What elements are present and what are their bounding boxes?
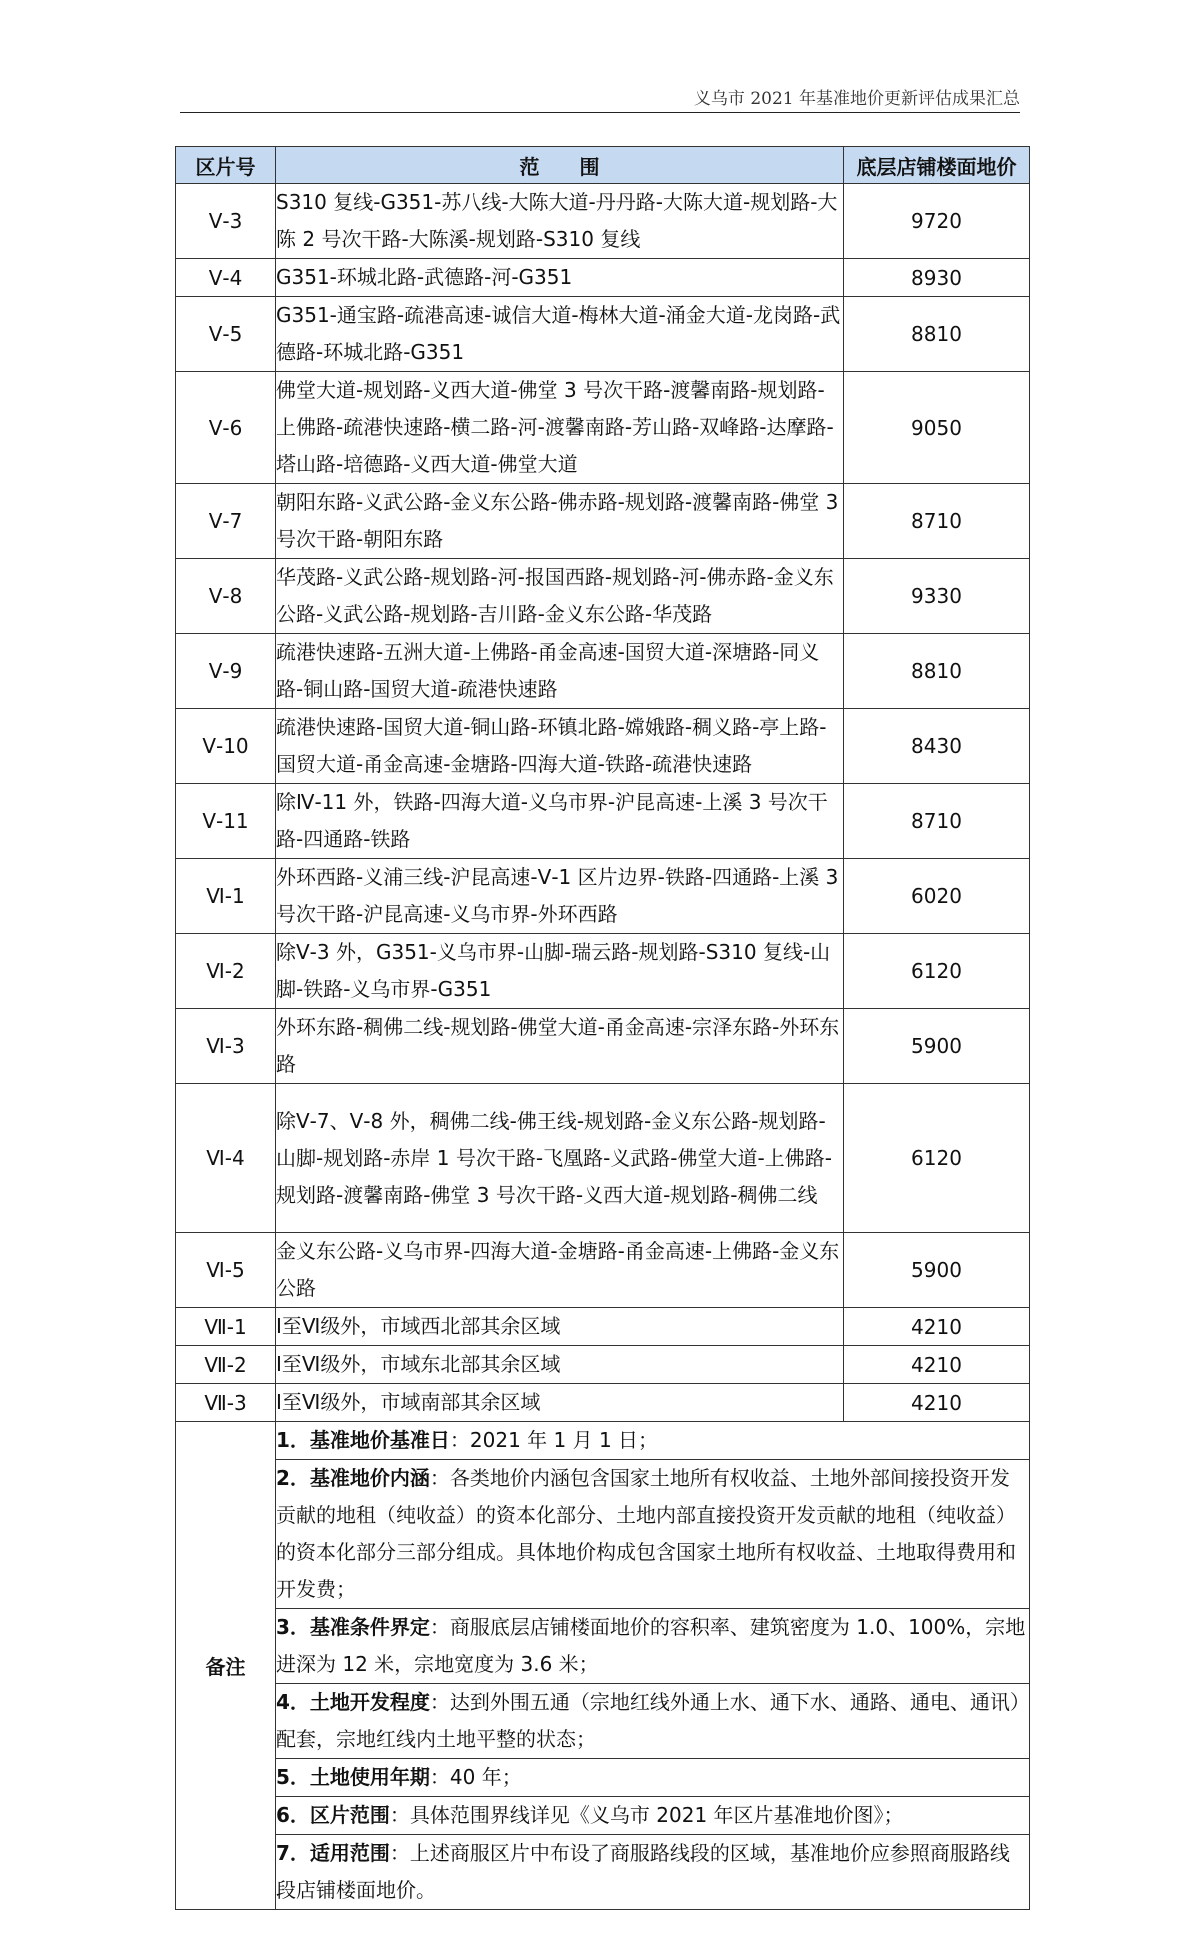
cell-price: 4210 (844, 1346, 1030, 1384)
cell-code: Ⅴ-11 (176, 784, 276, 859)
table-row (176, 1346, 1030, 1384)
cell-price: 6120 (844, 934, 1030, 1009)
table-row (176, 297, 1030, 372)
table-row (176, 1308, 1030, 1346)
cell-price: 8710 (844, 484, 1030, 559)
cell-code: Ⅴ-4 (176, 259, 276, 297)
table-row (176, 1233, 1030, 1308)
note-title: 6．区片范围 (276, 1803, 390, 1827)
note-row (176, 1835, 1030, 1910)
page-header (180, 78, 1020, 113)
cell-price: 4210 (844, 1384, 1030, 1422)
cell-range: 疏港快速路-五洲大道-上佛路-甬金高速-国贸大道-深塘路-同义路-铜山路-国贸大道-疏港快速路 (276, 634, 844, 709)
cell-price: 5900 (844, 1233, 1030, 1308)
cell-code: Ⅴ-6 (176, 372, 276, 484)
cell-range: 外环西路-义浦三线-沪昆高速-Ⅴ-1 区片边界-铁路-四通路-上溪 3 号次干路-沪昆高速-义乌市界-外环西路 (276, 859, 844, 934)
note-item (276, 1797, 1030, 1835)
cell-code: Ⅵ-3 (176, 1009, 276, 1084)
cell-range: 疏港快速路-国贸大道-铜山路-环镇北路-嫦娥路-稠义路-亭上路-国贸大道-甬金高速-金塘路-四海大道-铁路-疏港快速路 (276, 709, 844, 784)
cell-code: Ⅴ-8 (176, 559, 276, 634)
cell-code: Ⅴ-9 (176, 634, 276, 709)
note-row (176, 1797, 1030, 1835)
note-text: ：商服底层店铺楼面地价的容积率、建筑密度为 1.0、100%，宗地进深为 12 米，宗地宽度为 3.6 米； (276, 1615, 1026, 1676)
cell-price: 9330 (844, 559, 1030, 634)
cell-range: 华茂路-义武公路-规划路-河-报国西路-规划路-河-佛赤路-金义东公路-义武公路-规划路-吉川路-金义东公路-华茂路 (276, 559, 844, 634)
note-item (276, 1460, 1030, 1609)
table-row (176, 559, 1030, 634)
note-item (276, 1609, 1030, 1684)
cell-range: Ⅰ至Ⅵ级外，市域西北部其余区域 (276, 1308, 844, 1346)
cell-range: G351-环城北路-武德路-河-G351 (276, 259, 844, 297)
land-price-table (175, 146, 1030, 1910)
cell-code: Ⅵ-1 (176, 859, 276, 934)
note-item (276, 1759, 1030, 1797)
cell-price: 8430 (844, 709, 1030, 784)
cell-code: Ⅶ-1 (176, 1308, 276, 1346)
cell-code: Ⅴ-10 (176, 709, 276, 784)
cell-code: Ⅴ-3 (176, 184, 276, 259)
table-header-row (176, 147, 1030, 184)
note-item (276, 1684, 1030, 1759)
cell-price: 6120 (844, 1084, 1030, 1233)
cell-price: 8930 (844, 259, 1030, 297)
table-row (176, 1009, 1030, 1084)
cell-price: 4210 (844, 1308, 1030, 1346)
header-text: 义乌市 2021 年基准地价更新评估成果汇总 (693, 89, 1020, 109)
note-row (176, 1609, 1030, 1684)
note-title: 3．基准条件界定 (276, 1615, 430, 1639)
cell-range: 除Ⅴ-7、Ⅴ-8 外，稠佛二线-佛王线-规划路-金义东公路-规划路-山脚-规划路-赤岸 1 号次干路-飞凰路-义武路-佛堂大道-上佛路-规划路-渡馨南路-佛堂 3 号次干路-义西大道-规划路-稠佛二线 (276, 1084, 844, 1233)
note-text: ：40 年； (429, 1765, 522, 1789)
cell-code: Ⅵ-4 (176, 1084, 276, 1233)
table-row (176, 484, 1030, 559)
note-row (176, 1422, 1030, 1460)
note-row (176, 1759, 1030, 1797)
note-row (176, 1684, 1030, 1759)
cell-range: 佛堂大道-规划路-义西大道-佛堂 3 号次干路-渡馨南路-规划路-上佛路-疏港快速路-横二路-河-渡馨南路-芳山路-双峰路-达摩路-塔山路-培德路-义西大道-佛堂大道 (276, 372, 844, 484)
table-row (176, 259, 1030, 297)
header-code: 区片号 (176, 147, 276, 184)
note-text: ：2021 年 1 月 1 日； (449, 1428, 659, 1452)
table-row (176, 184, 1030, 259)
table-row (176, 784, 1030, 859)
cell-range: 朝阳东路-义武公路-金义东公路-佛赤路-规划路-渡馨南路-佛堂 3 号次干路-朝阳东路 (276, 484, 844, 559)
note-row (176, 1460, 1030, 1609)
cell-price: 5900 (844, 1009, 1030, 1084)
table-row (176, 709, 1030, 784)
cell-range: Ⅰ至Ⅵ级外，市域南部其余区域 (276, 1384, 844, 1422)
table-row (176, 859, 1030, 934)
cell-range: Ⅰ至Ⅵ级外，市域东北部其余区域 (276, 1346, 844, 1384)
note-text: ：上述商服区片中布设了商服路线段的区域，基准地价应参照商服路线段店铺楼面地价。 (276, 1841, 1010, 1902)
cell-price: 8810 (844, 297, 1030, 372)
header-price: 底层店铺楼面地价 (844, 147, 1030, 184)
cell-range: 外环东路-稠佛二线-规划路-佛堂大道-甬金高速-宗泽东路-外环东路 (276, 1009, 844, 1084)
cell-range: 金义东公路-义乌市界-四海大道-金塘路-甬金高速-上佛路-金义东公路 (276, 1233, 844, 1308)
note-title: 5．土地使用年期 (276, 1765, 430, 1789)
cell-price: 8810 (844, 634, 1030, 709)
table-row (176, 1384, 1030, 1422)
note-title: 4．土地开发程度 (276, 1690, 430, 1714)
cell-range: 除Ⅳ-11 外，铁路-四海大道-义乌市界-沪昆高速-上溪 3 号次干路-四通路-铁路 (276, 784, 844, 859)
cell-range: 除Ⅴ-3 外，G351-义乌市界-山脚-瑞云路-规划路-S310 复线-山脚-铁路-义乌市界-G351 (276, 934, 844, 1009)
cell-price: 9050 (844, 372, 1030, 484)
cell-range: S310 复线-G351-苏八线-大陈大道-丹丹路-大陈大道-规划路-大陈 2 号次干路-大陈溪-规划路-S310 复线 (276, 184, 844, 259)
cell-range: G351-通宝路-疏港高速-诚信大道-梅林大道-涌金大道-龙岗路-武德路-环城北路-G351 (276, 297, 844, 372)
note-item (276, 1422, 1030, 1460)
note-text: ：达到外围五通（宗地红线外通上水、通下水、通路、通电、通讯）配套，宗地红线内土地平整的状态； (276, 1690, 1020, 1751)
note-item (276, 1835, 1030, 1910)
cell-code: Ⅶ-3 (176, 1384, 276, 1422)
cell-code: Ⅴ-7 (176, 484, 276, 559)
table-row (176, 634, 1030, 709)
table-row (176, 1084, 1030, 1233)
note-title: 1．基准地价基准日 (276, 1428, 450, 1452)
cell-code: Ⅵ-5 (176, 1233, 276, 1308)
note-title: 7．适用范围 (276, 1841, 390, 1865)
cell-price: 6020 (844, 859, 1030, 934)
table-row (176, 372, 1030, 484)
note-text: ：各类地价内涵包含国家土地所有权收益、土地外部间接投资开发贡献的地租（纯收益）的资本化部分、土地内部直接投资开发贡献的地租（纯收益）的资本化部分三部分组成。具体地价构成包含国家土地所有权收益、土地取得费用和开发费； (276, 1466, 1016, 1601)
note-title: 2．基准地价内涵 (276, 1466, 430, 1490)
header-range: 范 围 (276, 147, 844, 184)
cell-price: 8710 (844, 784, 1030, 859)
note-text: ：具体范围界线详见《义乌市 2021 年区片基准地价图》； (389, 1803, 904, 1827)
cell-price: 9720 (844, 184, 1030, 259)
notes-label: 备注 (176, 1422, 276, 1910)
cell-code: Ⅶ-2 (176, 1346, 276, 1384)
cell-code: Ⅵ-2 (176, 934, 276, 1009)
table-row (176, 934, 1030, 1009)
cell-code: Ⅴ-5 (176, 297, 276, 372)
